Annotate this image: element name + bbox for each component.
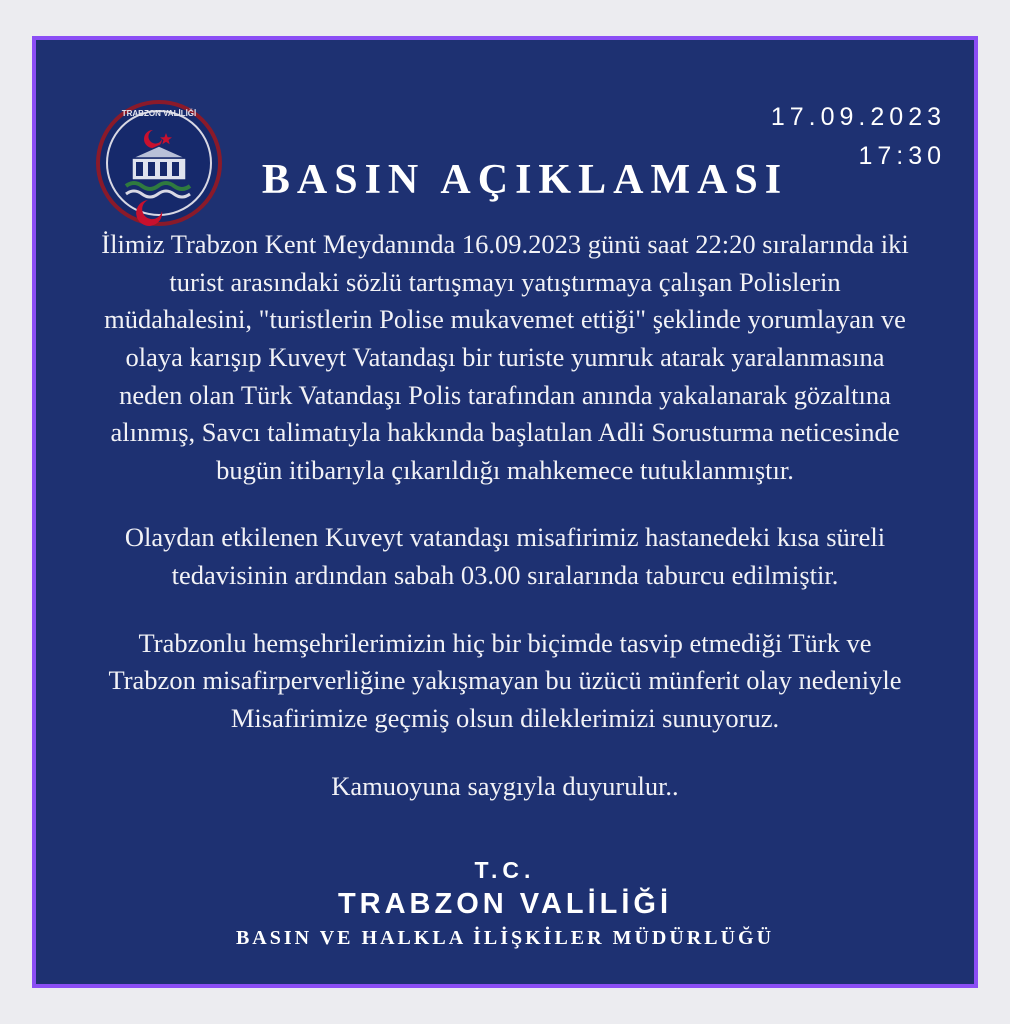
poster-header — [46, 50, 964, 220]
announcement-body — [98, 226, 912, 805]
poster-inner — [46, 50, 964, 974]
press-release-poster — [32, 36, 978, 988]
footer-department: BASIN VE HALKLA İLİŞKİLER MÜDÜRLÜĞÜ — [235, 927, 775, 949]
page-title: BASIN AÇIKLAMASI — [261, 157, 789, 203]
footer-organization: TRABZON VALİLİĞİ — [337, 888, 673, 920]
poster-footer — [46, 857, 964, 950]
svg-text:TRABZON VALİLİĞİ: TRABZON VALİLİĞİ — [121, 109, 197, 118]
paragraph-3: Trabzonlu hemşehrilerimizin hiç bir biçimde tasvip etmediği Türk ve Trabzon misafirperverliğine yakışmayan bu üzücü münferit olay nedeniyle Misafirimize geçmiş olsun dileklerimizi sunuyoruz. — [108, 627, 902, 733]
date-text: 17.09.2023 — [770, 103, 946, 131]
paragraph-2: Olaydan etkilenen Kuveyt vatandaşı misafirimiz hastanedeki kısa süreli tedavisinin ardından sabah 03.00 sıralarında taburcu edilmiştir. — [124, 522, 886, 590]
paragraph-1: İlimiz Trabzon Kent Meydanında 16.09.2023 günü saat 22:20 sıralarında iki turist arasındaki sözlü tartışmayı yatıştırmaya çalışan Polislerin müdahalesini, "turistlerin Polise mukavemet ettiği" şeklinde yorumlayan ve olaya karışıp Kuveyt Vatandaşı bir turiste yumruk atarak yaralanmasına neden olan Türk Vatandaşı Polis tarafından anında yakalanarak gözaltına alınmış, Savcı talimatıyla hakkında başlatılan Adli Sorusturma neticesinde bugün itibarıyla çıkarıldığı mahkemece tutuklanmıştır. — [101, 229, 909, 485]
paragraph-4: Kamuoyuna saygıyla duyurulur.. — [331, 770, 679, 801]
time-text: 17:30 — [858, 141, 946, 170]
footer-tc: T.C. — [474, 857, 536, 883]
